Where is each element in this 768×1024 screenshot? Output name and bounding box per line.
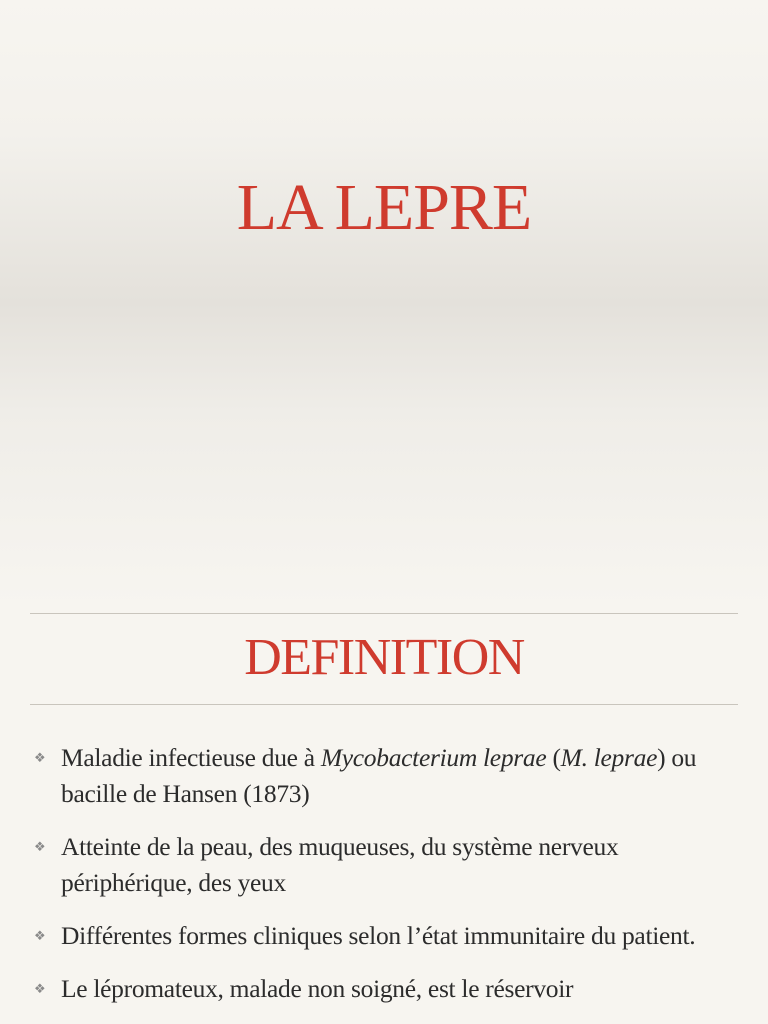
diamond-bullet-icon: ❖ — [34, 750, 46, 765]
definition-slide — [0, 606, 768, 1024]
species-name: Mycobacterium leprae — [320, 743, 547, 772]
diamond-bullet-icon: ❖ — [34, 981, 46, 996]
slide-title: LA LEPRE — [236, 171, 532, 244]
bullet-text: Atteinte de la peau, des muqueuses, du système nerveux périphérique, des yeux — [61, 832, 619, 897]
title-rule-top — [30, 613, 738, 614]
diamond-bullet-icon: ❖ — [34, 839, 46, 854]
bullet-item — [0, 918, 768, 954]
species-abbrev: M. leprae — [560, 743, 658, 772]
section-title: DEFINITION — [244, 629, 524, 686]
bullet-item — [0, 829, 768, 901]
title-rule-bottom — [30, 704, 738, 705]
bullet-text: Différentes formes cliniques selon l’état immunitaire du patient. — [61, 921, 696, 950]
diamond-bullet-icon: ❖ — [34, 928, 46, 943]
bullet-item — [0, 740, 768, 812]
bullet-text: Le lépromateux, malade non soigné, est le réservoir — [61, 974, 574, 1003]
bullet-list — [0, 740, 768, 1024]
bullet-item — [0, 971, 768, 1007]
bullet-text: Maladie infectieuse due à Mycobacterium leprae (M. leprae) ou bacille de Hansen (1873) — [61, 743, 697, 808]
